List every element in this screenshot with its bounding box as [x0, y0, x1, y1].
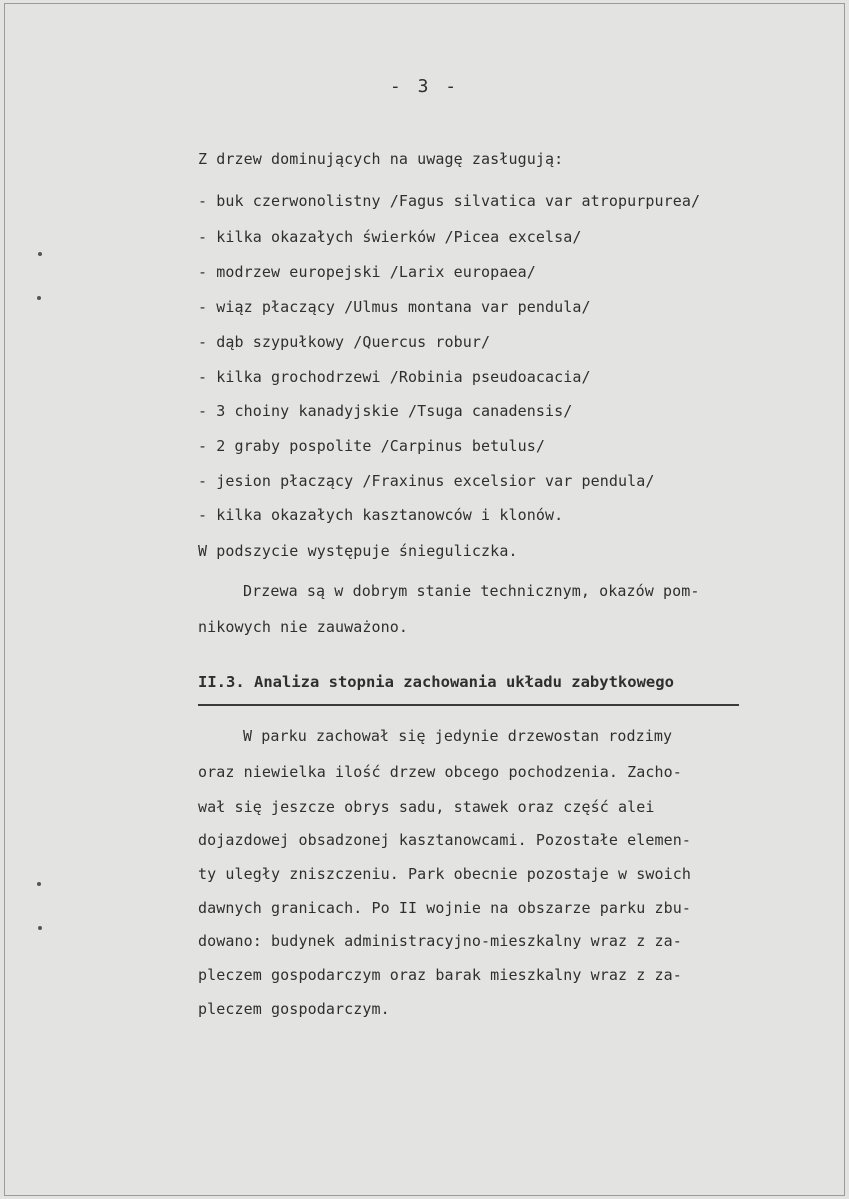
condition-text-line: Drzewa są w dobrym stanie technicznym, okazów pom-: [243, 582, 700, 600]
section-paragraph-line: oraz niewielka ilość drzew obcego pochodzenia. Zacho-: [198, 763, 682, 781]
section-paragraph-line: pleczem gospodarczym oraz barak mieszkalny wraz z za-: [198, 966, 682, 984]
section-paragraph-line: dojazdowej obsadzonej kasztanowcami. Pozostałe elemen-: [198, 831, 692, 849]
margin-mark: [37, 296, 41, 300]
tree-list-item: - jesion płaczący /Fraxinus excelsior var pendula/: [198, 472, 655, 490]
tree-list-item: - wiąz płaczący /Ulmus montana var pendula/: [198, 298, 591, 316]
section-paragraph-line: wał się jeszcze obrys sadu, stawek oraz część alei: [198, 798, 655, 816]
tree-list-item: - 3 choiny kanadyjskie /Tsuga canadensis/: [198, 402, 573, 420]
tree-list-item: - modrzew europejski /Larix europaea/: [198, 263, 536, 281]
tree-list-item: - 2 graby pospolite /Carpinus betulus/: [198, 437, 545, 455]
undergrowth-text: W podszycie występuje śnieguliczka.: [198, 542, 518, 560]
margin-mark: [37, 882, 41, 886]
section-heading: II.3. Analiza stopnia zachowania układu zabytkowego: [198, 673, 674, 691]
page-number: - 3 -: [389, 76, 460, 97]
tree-list-item: - kilka okazałych kasztanowców i klonów.: [198, 506, 564, 524]
tree-list-item: - kilka okazałych świerków /Picea excelsa/: [198, 228, 582, 246]
section-paragraph-line: dawnych granicach. Po II wojnie na obszarze parku zbu-: [198, 899, 692, 917]
section-paragraph-line: dowano: budynek administracyjno-mieszkalny wraz z za-: [198, 932, 682, 950]
section-heading-underline: [198, 704, 739, 706]
section-paragraph-line: pleczem gospodarczym.: [198, 1000, 390, 1018]
intro-text: Z drzew dominujących na uwagę zasługują:: [198, 150, 564, 168]
margin-mark: [38, 252, 42, 256]
tree-list-item: - buk czerwonolistny /Fagus silvatica var atropurpurea/: [198, 192, 701, 210]
tree-list-item: - kilka grochodrzewi /Robinia pseudoacacia/: [198, 368, 591, 386]
section-paragraph-line: W parku zachował się jedynie drzewostan rodzimy: [243, 727, 673, 745]
condition-text-line: nikowych nie zauważono.: [198, 618, 409, 636]
margin-mark: [38, 926, 42, 930]
tree-list-item: - dąb szypułkowy /Quercus robur/: [198, 333, 491, 351]
section-paragraph-line: ty uległy zniszczeniu. Park obecnie pozostaje w swoich: [198, 865, 692, 883]
